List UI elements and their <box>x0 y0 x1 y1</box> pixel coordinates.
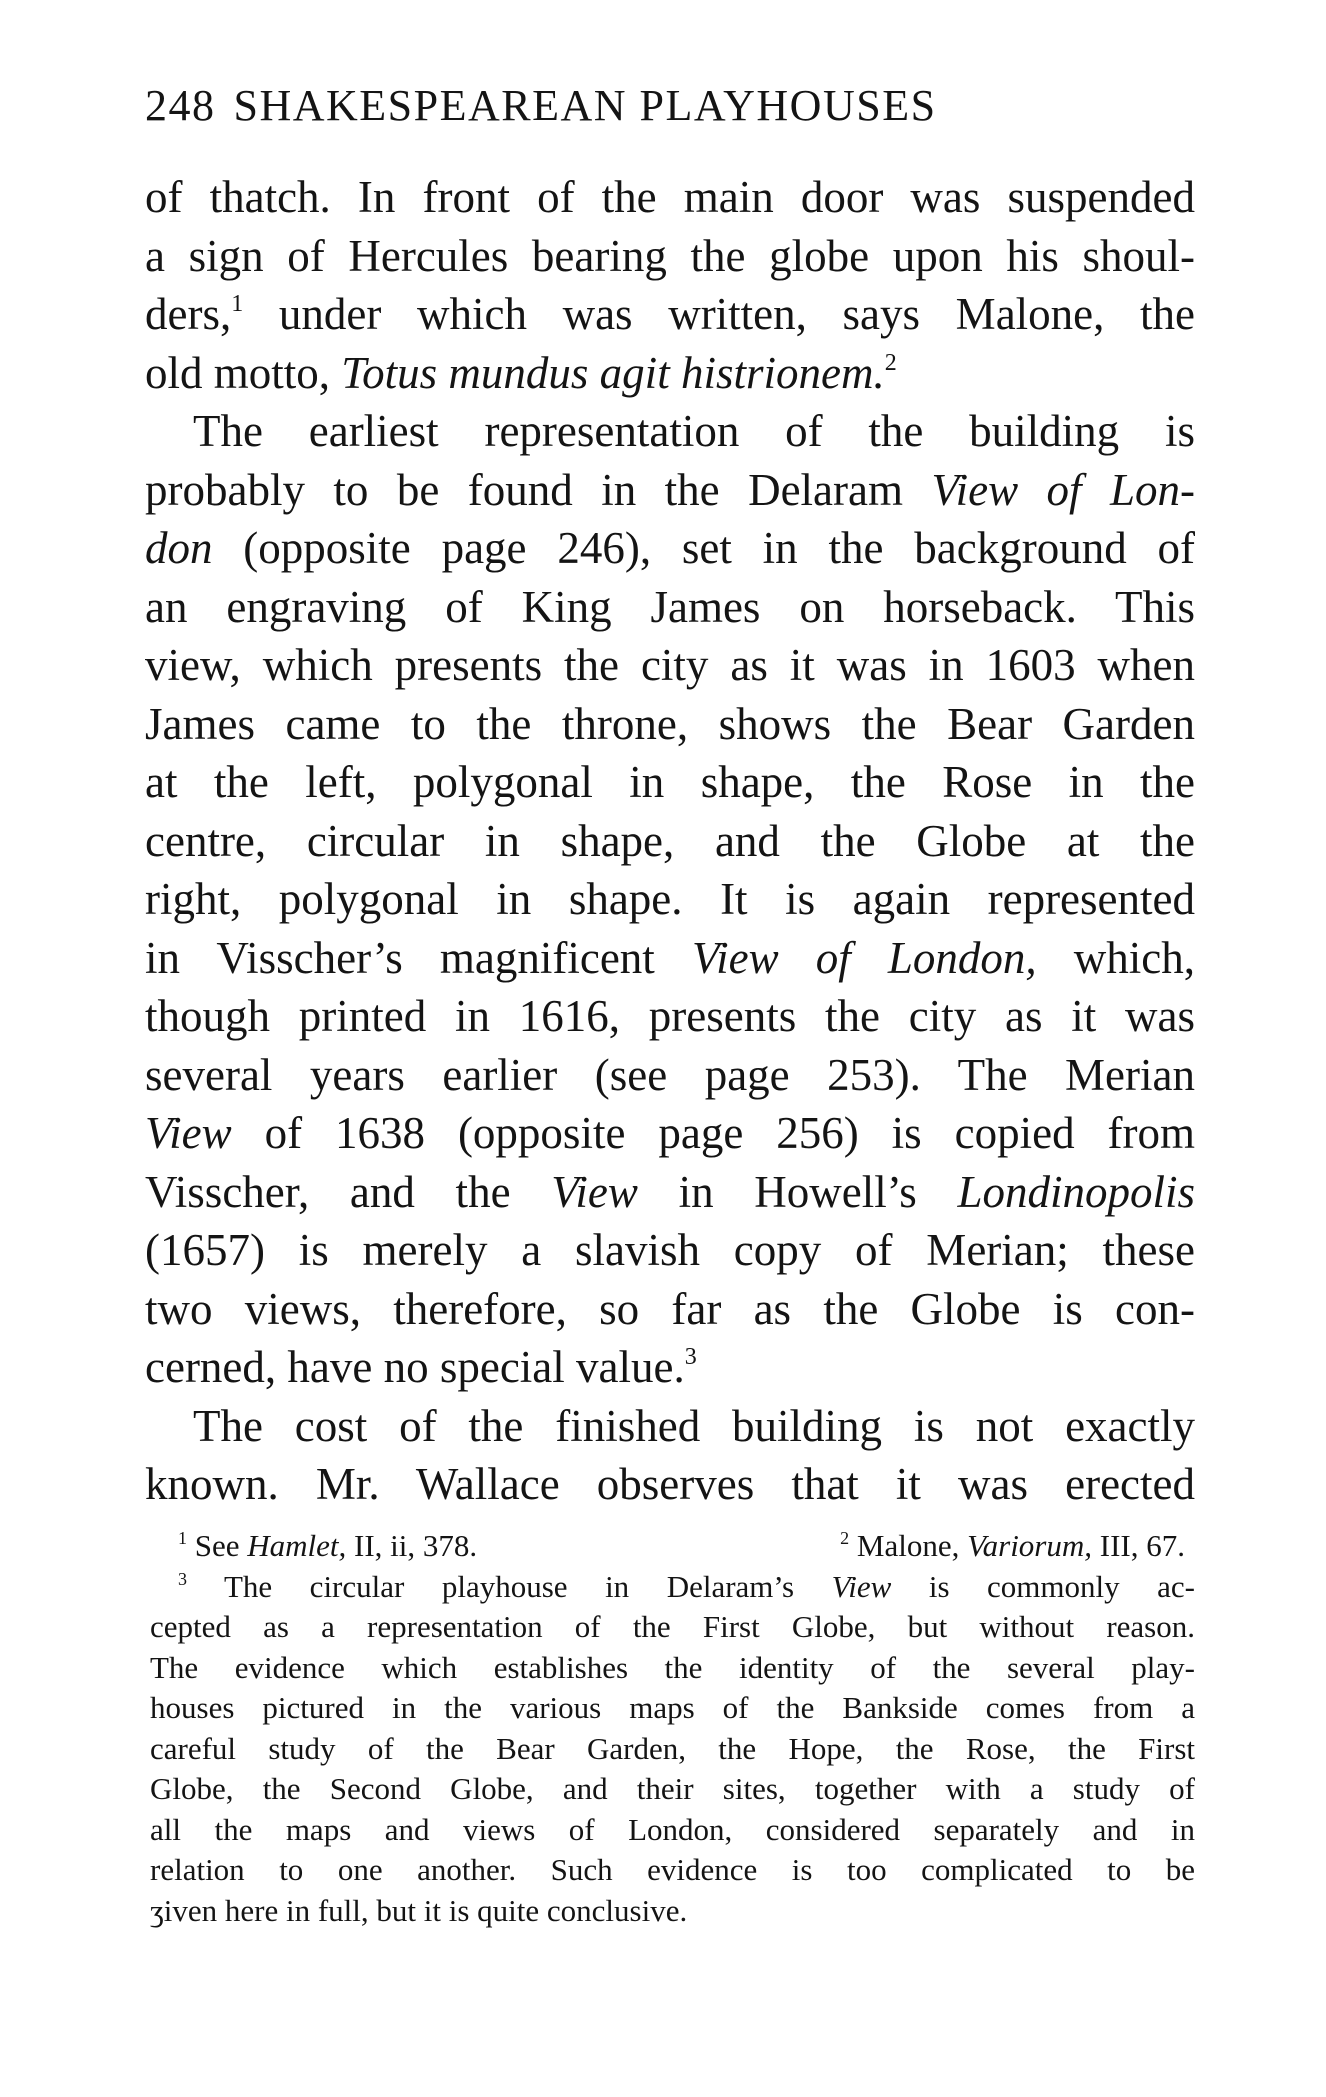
footnote-line <box>150 1729 1195 1770</box>
text-run: in Visscher’s magnificent <box>145 932 692 983</box>
text-run: cerned, have no special value. <box>145 1342 685 1392</box>
text-run: which, <box>1036 932 1195 983</box>
italic-run: Variorum, <box>967 1528 1093 1563</box>
italic-run: Hamlet, <box>247 1528 347 1563</box>
text-run: Visscher, and the <box>145 1166 552 1217</box>
footnotes <box>150 1526 1195 1931</box>
text-run: The evidence which establishes the identity of the several play- <box>150 1649 1195 1685</box>
body-line <box>145 929 1195 988</box>
footnote-line <box>150 1567 1195 1608</box>
body-line <box>145 1104 1195 1163</box>
italic-run: don <box>145 523 213 573</box>
text-run: houses pictured in the various maps of the Bankside comes from a <box>150 1690 1195 1725</box>
body-line <box>145 636 1195 695</box>
italic-run: View of Lon- <box>931 464 1196 515</box>
footnote-ref: 3 <box>684 1344 697 1370</box>
body-line <box>145 1280 1195 1339</box>
body-text <box>145 168 1195 1514</box>
body-line <box>145 168 1195 227</box>
footnote-number: 1 <box>178 1528 187 1548</box>
footnote-line <box>150 1688 1195 1729</box>
text-run: III, 67. <box>1092 1528 1185 1563</box>
text-run: Malone, <box>849 1528 968 1563</box>
running-header <box>145 78 1185 134</box>
body-line <box>145 227 1195 286</box>
text-run: right, polygonal in shape. It is again represented <box>145 874 1195 924</box>
text-run: several years earlier (see page 253). The Merian <box>145 1049 1195 1100</box>
text-run: old motto, <box>145 347 342 398</box>
text-run: a sign of Hercules bearing the globe upon his shoul- <box>145 230 1195 281</box>
footnote-1 <box>178 1526 477 1567</box>
text-run: The cost of the finished building is not exactly <box>193 1400 1195 1451</box>
body-line <box>145 1221 1195 1280</box>
italic-run: View <box>831 1568 892 1604</box>
body-line <box>145 1338 1195 1397</box>
footnote-line <box>150 1526 1195 1567</box>
body-line <box>145 402 1195 461</box>
italic-run: View <box>145 1108 232 1158</box>
footnote-line <box>150 1891 1195 1932</box>
running-title: SHAKESPEAREAN PLAYHOUSES <box>233 81 937 130</box>
text-run: under which was written, says Malone, the <box>243 289 1195 339</box>
text-run: careful study of the Bear Garden, the Hope, the Rose, the First <box>150 1730 1195 1766</box>
text-run: cepted as a representation of the First Globe, but without reason. <box>150 1609 1195 1644</box>
text-run: two views, therefore, so far as the Globe is con- <box>145 1283 1195 1334</box>
text-run: The circular playhouse in Delaram’s <box>187 1568 832 1604</box>
text-run: relation to one another. Such evidence is too complicated to be <box>150 1852 1195 1887</box>
text-run: II, ii, 378. <box>346 1528 478 1563</box>
body-line <box>145 578 1195 637</box>
text-run: in Howell’s <box>637 1166 958 1217</box>
text-run: known. Mr. Wallace observes that it was erected <box>145 1459 1195 1509</box>
footnote-line <box>150 1769 1195 1810</box>
footnote-number: 2 <box>840 1528 850 1548</box>
body-line <box>145 1046 1195 1105</box>
text-run: of thatch. In front of the main door was suspended <box>145 172 1195 222</box>
text-run: view, which presents the city as it was in 1603 when <box>145 640 1195 690</box>
footnote-ref: 2 <box>884 349 897 376</box>
italic-run: Londinopolis <box>957 1166 1195 1217</box>
body-line <box>145 753 1195 812</box>
body-line <box>145 285 1195 344</box>
italic-run: View of London, <box>691 932 1037 983</box>
text-run: James came to the throne, shows the Bear Garden <box>145 698 1195 749</box>
text-run: all the maps and views of London, considered separately and in <box>150 1811 1195 1847</box>
footnote-line <box>150 1810 1195 1851</box>
text-run: centre, circular in shape, and the Globe at the <box>145 815 1195 866</box>
body-line <box>145 1455 1195 1514</box>
text-run: (opposite page 246), set in the background of <box>212 523 1195 573</box>
body-line <box>145 695 1195 754</box>
text-run: an engraving of King James on horseback. This <box>145 581 1195 632</box>
body-line <box>145 344 1195 403</box>
body-line <box>145 461 1195 520</box>
footnote-ref: 1 <box>231 291 244 317</box>
text-run: ʒiven here in full, but it is quite conclusive. <box>150 1892 688 1928</box>
text-run: of 1638 (opposite page 256) is copied from <box>231 1108 1195 1158</box>
italic-run: Totus mundus agit histrionem. <box>341 347 885 398</box>
text-run: See <box>187 1528 248 1563</box>
footnote-2 <box>840 1526 1185 1567</box>
text-run: ders, <box>145 289 232 339</box>
footnote-line <box>150 1648 1195 1689</box>
body-line <box>145 1163 1195 1222</box>
text-run: Globe, the Second Globe, and their sites, together with a study of <box>150 1771 1195 1806</box>
text-run: at the left, polygonal in shape, the Rose in the <box>145 757 1195 807</box>
page-number: 248 <box>145 81 216 130</box>
text-run: though printed in 1616, presents the city as it was <box>145 991 1195 1041</box>
body-line <box>145 812 1195 871</box>
footnote-number: 3 <box>178 1568 187 1589</box>
italic-run: View <box>551 1166 638 1217</box>
footnote-line <box>150 1607 1195 1648</box>
text-run: (1657) is merely a slavish copy of Merian; these <box>145 1225 1195 1275</box>
body-line <box>145 519 1195 578</box>
text-run: probably to be found in the Delaram <box>145 464 932 515</box>
body-line <box>145 987 1195 1046</box>
footnote-line <box>150 1850 1195 1891</box>
body-line <box>145 870 1195 929</box>
body-line <box>145 1397 1195 1456</box>
text-run: The earliest representation of the building is <box>193 406 1195 456</box>
text-run: is commonly ac- <box>891 1568 1195 1604</box>
